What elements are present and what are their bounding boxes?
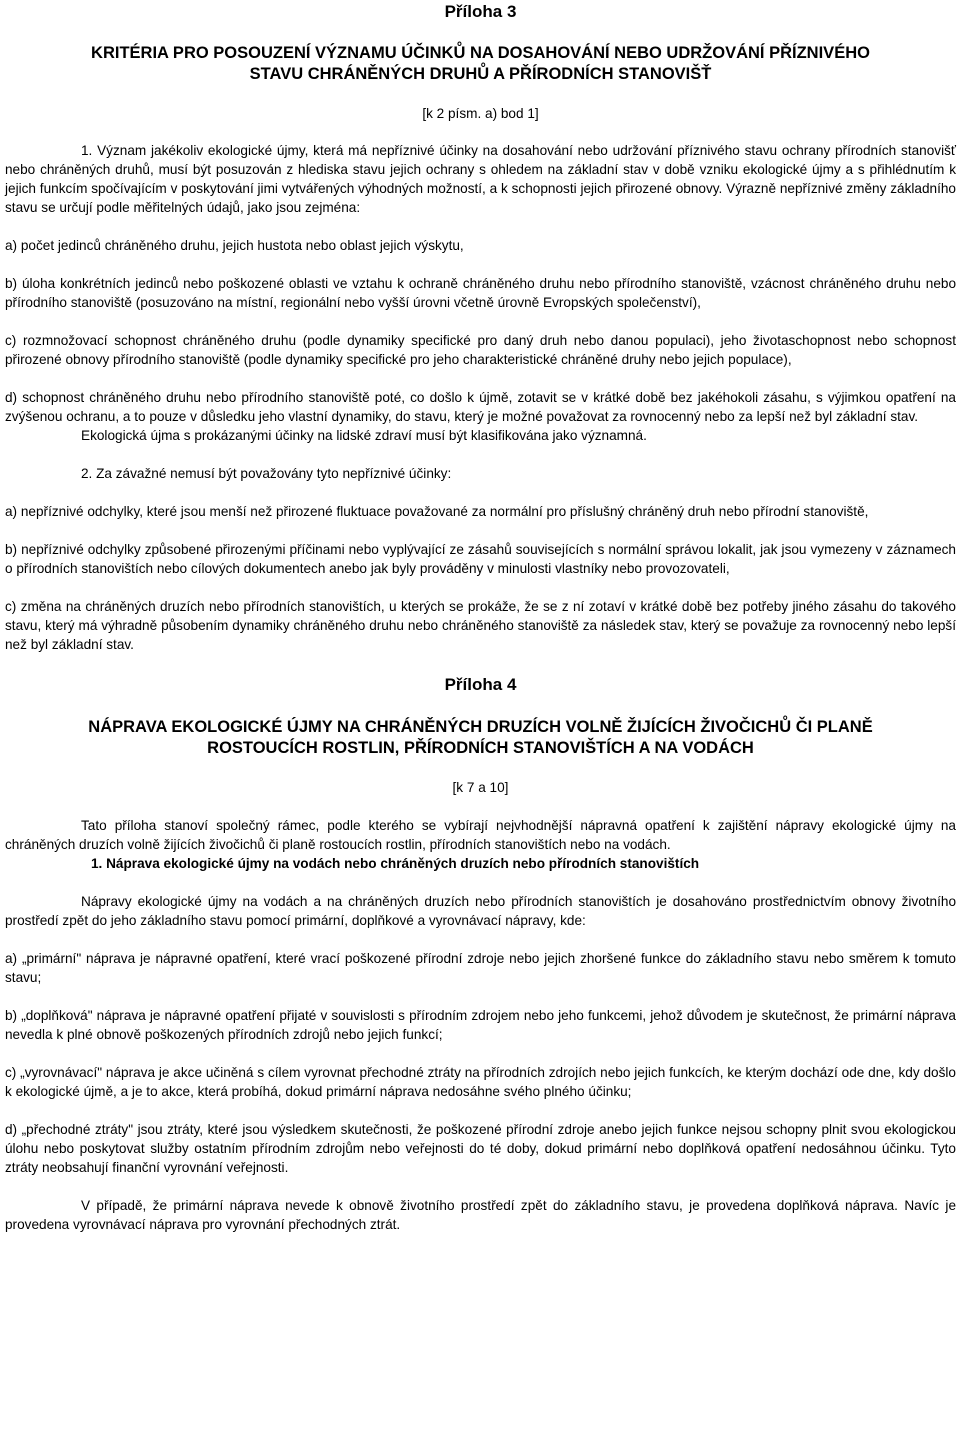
item-a: a) počet jedinců chráněného druhu, jejich hustota nebo oblast jejich výskytu, bbox=[5, 238, 464, 253]
annex-3 bbox=[5, 1, 956, 654]
annex-3-title: Příloha 3 bbox=[444, 2, 517, 21]
item-2a: a) nepříznivé odchylky, které jsou menší než přirozené fluktuace považované za normální pro příslušný chráněný druh nebo přírodní stanoviště, bbox=[5, 504, 869, 519]
annex-4-title: Příloha 4 bbox=[444, 675, 517, 694]
annex-3-heading-line-2: STAVU CHRÁNĚNÝCH DRUHŮ A PŘÍRODNÍCH STANOVIŠŤ bbox=[249, 65, 712, 83]
item-2b: b) nepříznivé odchylky způsobené přirozenými příčinami nebo vyplývající ze zásahů souvisejících s normální správou lokalit, jak jsou vymezeny v záznamech o přírodních stanovištích nebo cílových dokumentech anebo jak byly prováděny v minulosti vlastníky nebo provozovateli, bbox=[5, 542, 956, 576]
paragraph-health: Ekologická újma s prokázanými účinky na lidské zdraví musí být klasifikována jako významná. bbox=[81, 428, 647, 443]
section-1-intro: Nápravy ekologické újmy na vodách a na chráněných druzích nebo přírodních stanovištích je dosahováno prostřednictvím obnovy životního prostředí zpět do jeho základního stavu pomocí primární, doplňkové a vyrovnávací nápravy, kde: bbox=[5, 894, 956, 928]
closing-paragraph: V případě, že primární náprava nevede k obnově životního prostředí zpět do základního stavu, je provedena doplňková náprava. Navíc je provedena vyrovnávací náprava pro vyrovnání přechodných ztrát. bbox=[5, 1198, 956, 1232]
annex-4-intro: Tato příloha stanoví společný rámec, podle kterého se vybírají nejvhodnější nápravná opatření k zajištění nápravy ekologické újmy na chráněných druzích volně žijících živočichů či planě rostoucích rostlin, přírodních stanovištích nebo na vodách. bbox=[5, 818, 956, 852]
paragraph-1: 1. Význam jakékoliv ekologické újmy, která má nepříznivé účinky na dosahování nebo udržování příznivého stavu ochrany přírodních stanovišť nebo chráněných druhů, musí být posuzován z hlediska stavu jejich ochrany s ohledem na základní stav v době vzniku ekologické újmy a s přihlédnutím k jejich funkcím spočívajícím v poskytování jimi vytvářených výhodných možností, a k schopnosti jejich přirozené obnovy. Výrazně nepříznivé změny základního stavu se určují podle měřitelných údajů, jako jsou zejména: bbox=[5, 143, 956, 215]
remedy-primary: a) „primární" náprava je nápravné opatření, které vrací poškozené přírodní zdroje nebo jejich zhoršené funkce do základního stavu nebo směrem k tomuto stavu; bbox=[5, 951, 956, 985]
annex-3-heading bbox=[5, 43, 956, 85]
annex-4-heading bbox=[5, 717, 956, 759]
paragraph-2: 2. Za závažné nemusí být považovány tyto nepříznivé účinky: bbox=[81, 466, 452, 481]
annex-4-heading-line-2: ROSTOUCÍCH ROSTLIN, PŘÍRODNÍCH STANOVIŠTÍCH A NA VODÁCH bbox=[207, 739, 754, 757]
item-d: d) schopnost chráněného druhu nebo přírodního stanoviště poté, co došlo k újmě, zotavit se v krátké době bez jakéhokoli zásahu, s výjimkou opatření na zvýšenou ochranu, a to pouze v důsledku jeho vlastní dynamiky, do stavu, který je možné považovat za rovnocenný nebo za lepší než byl základní stav. bbox=[5, 390, 956, 424]
annex-4 bbox=[5, 674, 956, 1234]
annex-3-reference: [k 2 písm. a) bod 1] bbox=[422, 106, 539, 121]
item-b: b) úloha konkrétních jedinců nebo poškozené oblasti ve vztahu k ochraně chráněného druhu nebo přírodního stanoviště, vzácnost chráněného druhu nebo přírodního stanoviště (posuzováno na místní, regionální nebo vyšší úrovni včetně úrovně Evropských společenství), bbox=[5, 276, 956, 310]
remedy-compensatory: c) „vyrovnávací" náprava je akce učiněná s cílem vyrovnat přechodné ztráty na přírodních zdrojích nebo jejich funkcích, ke kterým dochází ode dne, kdy došlo k ekologické újmě, a je to akce, která probíhá, dokud primární náprava nedosáhne svého plného účinku; bbox=[5, 1065, 956, 1099]
remedy-complementary: b) „doplňková" náprava je nápravné opatření přijaté v souvislosti s přírodním zdrojem nebo jeho funkcemi, jehož důvodem je skutečnost, že primární náprava nevedla k plné obnově poškozených přírodních zdrojů nebo jejich funkcí; bbox=[5, 1008, 956, 1042]
annex-3-heading-line-1: KRITÉRIA PRO POSOUZENÍ VÝZNAMU ÚČINKŮ NA DOSAHOVÁNÍ NEBO UDRŽOVÁNÍ PŘÍZNIVÉHO bbox=[91, 44, 870, 62]
interim-losses: d) „přechodné ztráty" jsou ztráty, které jsou výsledkem skutečnosti, že poškozené přírodní zdroje anebo jejich funkce nejsou schopny plnit svou ekologickou úlohu nebo poskytovat služby ostatním přírodním zdrojům nebo veřejnosti do té doby, dokud primární nebo doplňková opatření nedosáhnou účinku. Tyto ztráty neobsahují finanční vyrovnání veřejnosti. bbox=[5, 1122, 956, 1175]
annex-4-reference: [k 7 a 10] bbox=[452, 780, 509, 795]
item-2c: c) změna na chráněných druzích nebo přírodních stanovištích, u kterých se prokáže, že se z ní zotaví v krátké době bez potřeby jiného zásahu do takového stavu, který má výhradně působením dynamiky chráněného druhu nebo chráněného stanoviště za následek stav, který se považuje za rovnocenný nebo lepší než byl základní stav. bbox=[5, 599, 956, 652]
item-c: c) rozmnožovací schopnost chráněného druhu (podle dynamiky specifické pro daný druh nebo danou populaci), jeho životaschopnost nebo schopnost přirozené obnovy přírodního stanoviště (podle dynamiky specifické pro jeho charakteristické chráněné druhy nebo jejich populace), bbox=[5, 333, 956, 367]
section-1-title: 1. Náprava ekologické újmy na vodách nebo chráněných druzích nebo přírodních stanovištích bbox=[91, 856, 700, 871]
document-page bbox=[0, 1, 960, 1437]
annex-4-heading-line-1: NÁPRAVA EKOLOGICKÉ ÚJMY NA CHRÁNĚNÝCH DRUZÍCH VOLNĚ ŽIJÍCÍCH ŽIVOČICHŮ ČI PLANĚ bbox=[88, 718, 873, 736]
